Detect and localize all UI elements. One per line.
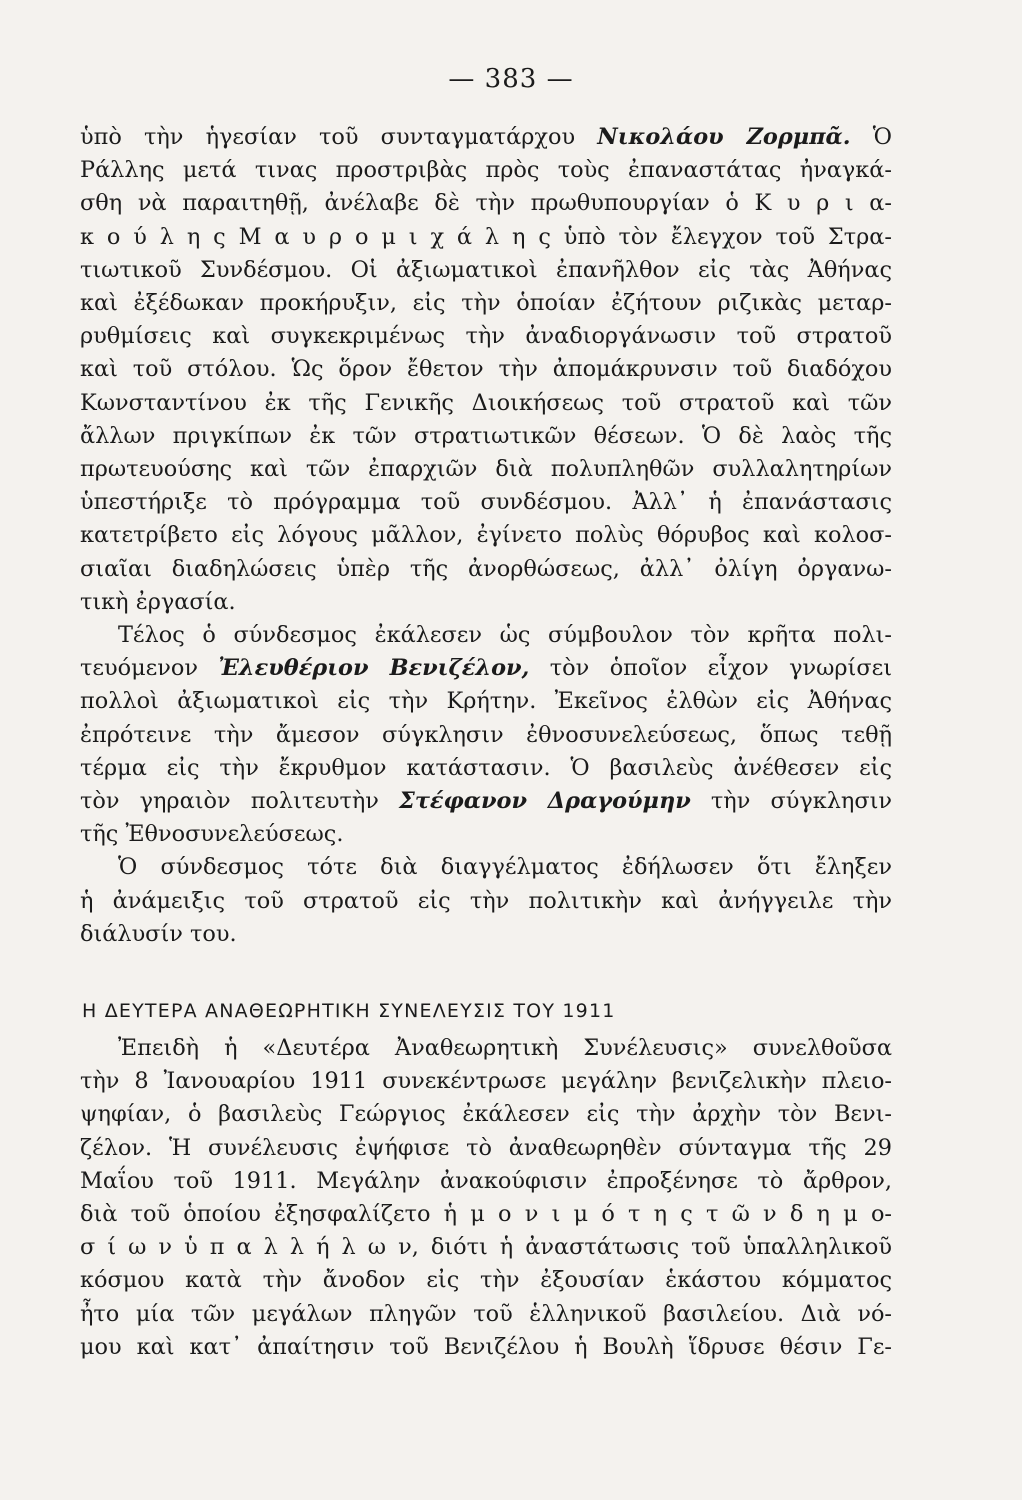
text-segment: ἄλλων πριγκίπων ἐκ τῶν στρατιωτικῶν θέσεων. Ὁ δὲ λαὸς τῆς [80,422,892,449]
text-segment: Τέλος ὁ σύνδεσμος ἐκάλεσεν ὡς σύμβουλον τὸν κρῆτα πολι- [118,622,892,648]
text-segment: ἡ ἀνάμειξις τοῦ στρατοῦ εἰς τὴν πολιτικὴν καὶ ἀνήγγειλε τὴν [80,887,892,914]
text-line [80,1331,892,1364]
text-line [118,619,892,652]
text-segment: τὸν ὁποῖον εἶχον γνωρίσει [529,655,892,682]
text-line [80,154,892,187]
emphasized-name: Στέφανον Δραγούμην [399,788,691,814]
text-line [80,1132,892,1165]
text-segment: σιαῖαι διαδηλώσεις ὑπὲρ τῆς ἀνορθώσεως, ἀλλ᾽ ὀλίγη ὀργανω- [80,555,892,582]
text-segment: ἦτο μία τῶν μεγάλων πληγῶν τοῦ ἑλληνικοῦ βασιλείου. Διὰ νό- [80,1300,892,1327]
text-segment: ρυθμίσεις καὶ συγκεκριμένως τὴν ἀναδιοργάνωσιν τοῦ στρατοῦ [80,323,892,350]
text-line [80,1264,892,1297]
text-segment: ζέλον. Ἡ συνέλευσις ἐψήφισε τὸ ἀναθεωρηθὲν σύνταγμα τῆς 29 [80,1134,892,1161]
text-line [80,1231,892,1264]
section-heading: Η ΔΕΥΤΕΡΑ ΑΝΑΘΕΩΡΗΤΙΚΗ ΣΥΝΕΛΕΥΣΙΣ ΤΟΥ 1911 [82,1000,616,1022]
text-segment: Μαΐου τοῦ 1911. Μεγάλην ἀνακούφισιν ἐπροξένησε τὸ ἄρθρον, [80,1167,892,1194]
text-segment: Ὁ [850,124,892,150]
text-line [80,287,892,320]
text-segment: ὑπὸ τὴν ἡγεσίαν τοῦ συνταγματάρχου [80,124,598,150]
text-segment: διὰ τοῦ ὁποίου ἐξησφαλίζετο ἡ μ ο ν ι μ ό τ η ς τ ῶ ν δ η μ ο- [80,1201,892,1227]
text-segment: ψηφίαν, ὁ βασιλεὺς Γεώργιος ἐκάλεσεν εἰς τὴν ἀρχὴν τὸν Βενι- [80,1101,892,1128]
text-line [80,519,892,552]
text-line [80,486,892,519]
text-segment: κ ο ύ λ η ς Μ α υ ρ ο μ ι χ ά λ η ς ὑπὸ τὸν ἔλεγχον τοῦ Στρα- [80,223,892,250]
text-segment: τικὴ ἐργασία. [80,588,236,615]
text-line [80,586,236,619]
text-segment: τιωτικοῦ Συνδέσμου. Οἱ ἀξιωματικοὶ ἐπανῆλθον εἰς τὰς Ἀθήνας [80,256,892,283]
text-segment: μου καὶ κατ᾽ ἀπαίτησιν τοῦ Βενιζέλου ἡ Βουλὴ ἵδρυσε θέσιν Γε- [80,1333,892,1360]
text-line [80,1298,892,1331]
text-segment: κόσμου κατὰ τὴν ἄνοδον εἰς τὴν ἐξουσίαν ἑκάστου κόμματος [80,1267,892,1294]
text-segment: τὴν σύγκλησιν [690,788,892,814]
text-segment: ὑπεστήριξε τὸ πρόγραμμα τοῦ συνδέσμου. Ἀλλ᾽ ἡ ἐπανάστασις [80,489,892,516]
text-segment: τῆς Ἐθνοσυνελεύσεως. [80,821,344,848]
text-segment: πρωτευούσης καὶ τῶν ἐπαρχιῶν διὰ πολυπληθῶν συλλαλητηρίων [80,456,892,482]
text-segment: τευόμενον [80,655,219,682]
text-segment: σ ί ω ν ὑ π α λ λ ή λ ω ν, διότι ἡ ἀναστάτωσις τοῦ ὑπαλληλικοῦ [80,1234,892,1261]
text-line [80,785,892,818]
emphasized-name: Ἐλευθέριον Βενιζέλον, [218,655,530,682]
text-line [118,851,892,884]
text-segment: καὶ τοῦ στόλου. Ὡς ὅρον ἔθετον τὴν ἀπομάκρυνσιν τοῦ διαδόχου [80,356,892,383]
text-line [80,885,892,918]
emphasized-name: Νικολάου Ζορμπᾶ. [597,124,851,150]
text-segment: Κωνσταντίνου ἐκ τῆς Γενικῆς Διοικήσεως τοῦ στρατοῦ καὶ τῶν [80,389,892,416]
text-line [80,187,892,220]
text-segment: κατετρίβετο εἰς λόγους μᾶλλον, ἐγίνετο πολὺς θόρυβος καὶ κολοσ- [80,522,892,549]
text-line [80,121,892,154]
text-segment: καὶ ἐξέδωκαν προκήρυξιν, εἰς τὴν ὁποίαν ἐζήτουν ριζικὰς μεταρ- [80,290,892,316]
text-line [80,818,343,851]
text-line [80,420,892,453]
text-segment: Ὁ σύνδεσμος τότε διὰ διαγγέλματος ἐδήλωσεν ὅτι ἔληξεν [118,854,892,881]
text-line [80,752,892,785]
text-line [80,719,892,752]
text-line [80,254,892,287]
text-line [80,320,892,353]
text-segment: τὴν 8 Ἰανουαρίου 1911 συνεκέντρωσε μεγάλην βενιζελικὴν πλειο- [80,1068,892,1095]
text-segment: ἐπρότεινε τὴν ἄμεσον σύγκλησιν ἐθνοσυνελεύσεως, ὅπως τεθῇ [80,721,892,748]
text-line [118,1032,892,1065]
page-number: — 383 — [448,64,574,94]
text-segment: διάλυσίν του. [80,920,237,947]
text-line [80,453,892,486]
text-line [80,387,892,420]
text-line [80,918,237,951]
text-line [80,221,892,254]
text-segment: Ἐπειδὴ ἡ «Δευτέρα Ἀναθεωρητικὴ Συνέλευσις» συνελθοῦσα [118,1035,892,1061]
text-line [80,652,892,685]
text-line [80,1165,892,1198]
text-segment: πολλοὶ ἀξιωματικοὶ εἰς τὴν Κρήτην. Ἐκεῖνος ἐλθὼν εἰς Ἀθήνας [80,688,892,715]
text-segment: τὸν γηραιὸν πολιτευτὴν [80,788,399,814]
text-segment: τέρμα εἰς τὴν ἔκρυθμον κατάστασιν. Ὁ βασιλεὺς ἀνέθεσεν εἰς [80,754,892,781]
text-segment: σθη νὰ παραιτηθῇ, ἀνέλαβε δὲ τὴν πρωθυπουργίαν ὁ Κ υ ρ ι α- [80,190,892,217]
text-line [80,1065,892,1098]
text-line [80,353,892,386]
text-line [80,1098,892,1131]
text-line [80,685,892,718]
text-line [80,1198,892,1231]
text-line [80,553,892,586]
text-segment: Ράλλης μετά τινας προστριβὰς πρὸς τοὺς ἐπαναστάτας ἠναγκά- [80,157,892,184]
